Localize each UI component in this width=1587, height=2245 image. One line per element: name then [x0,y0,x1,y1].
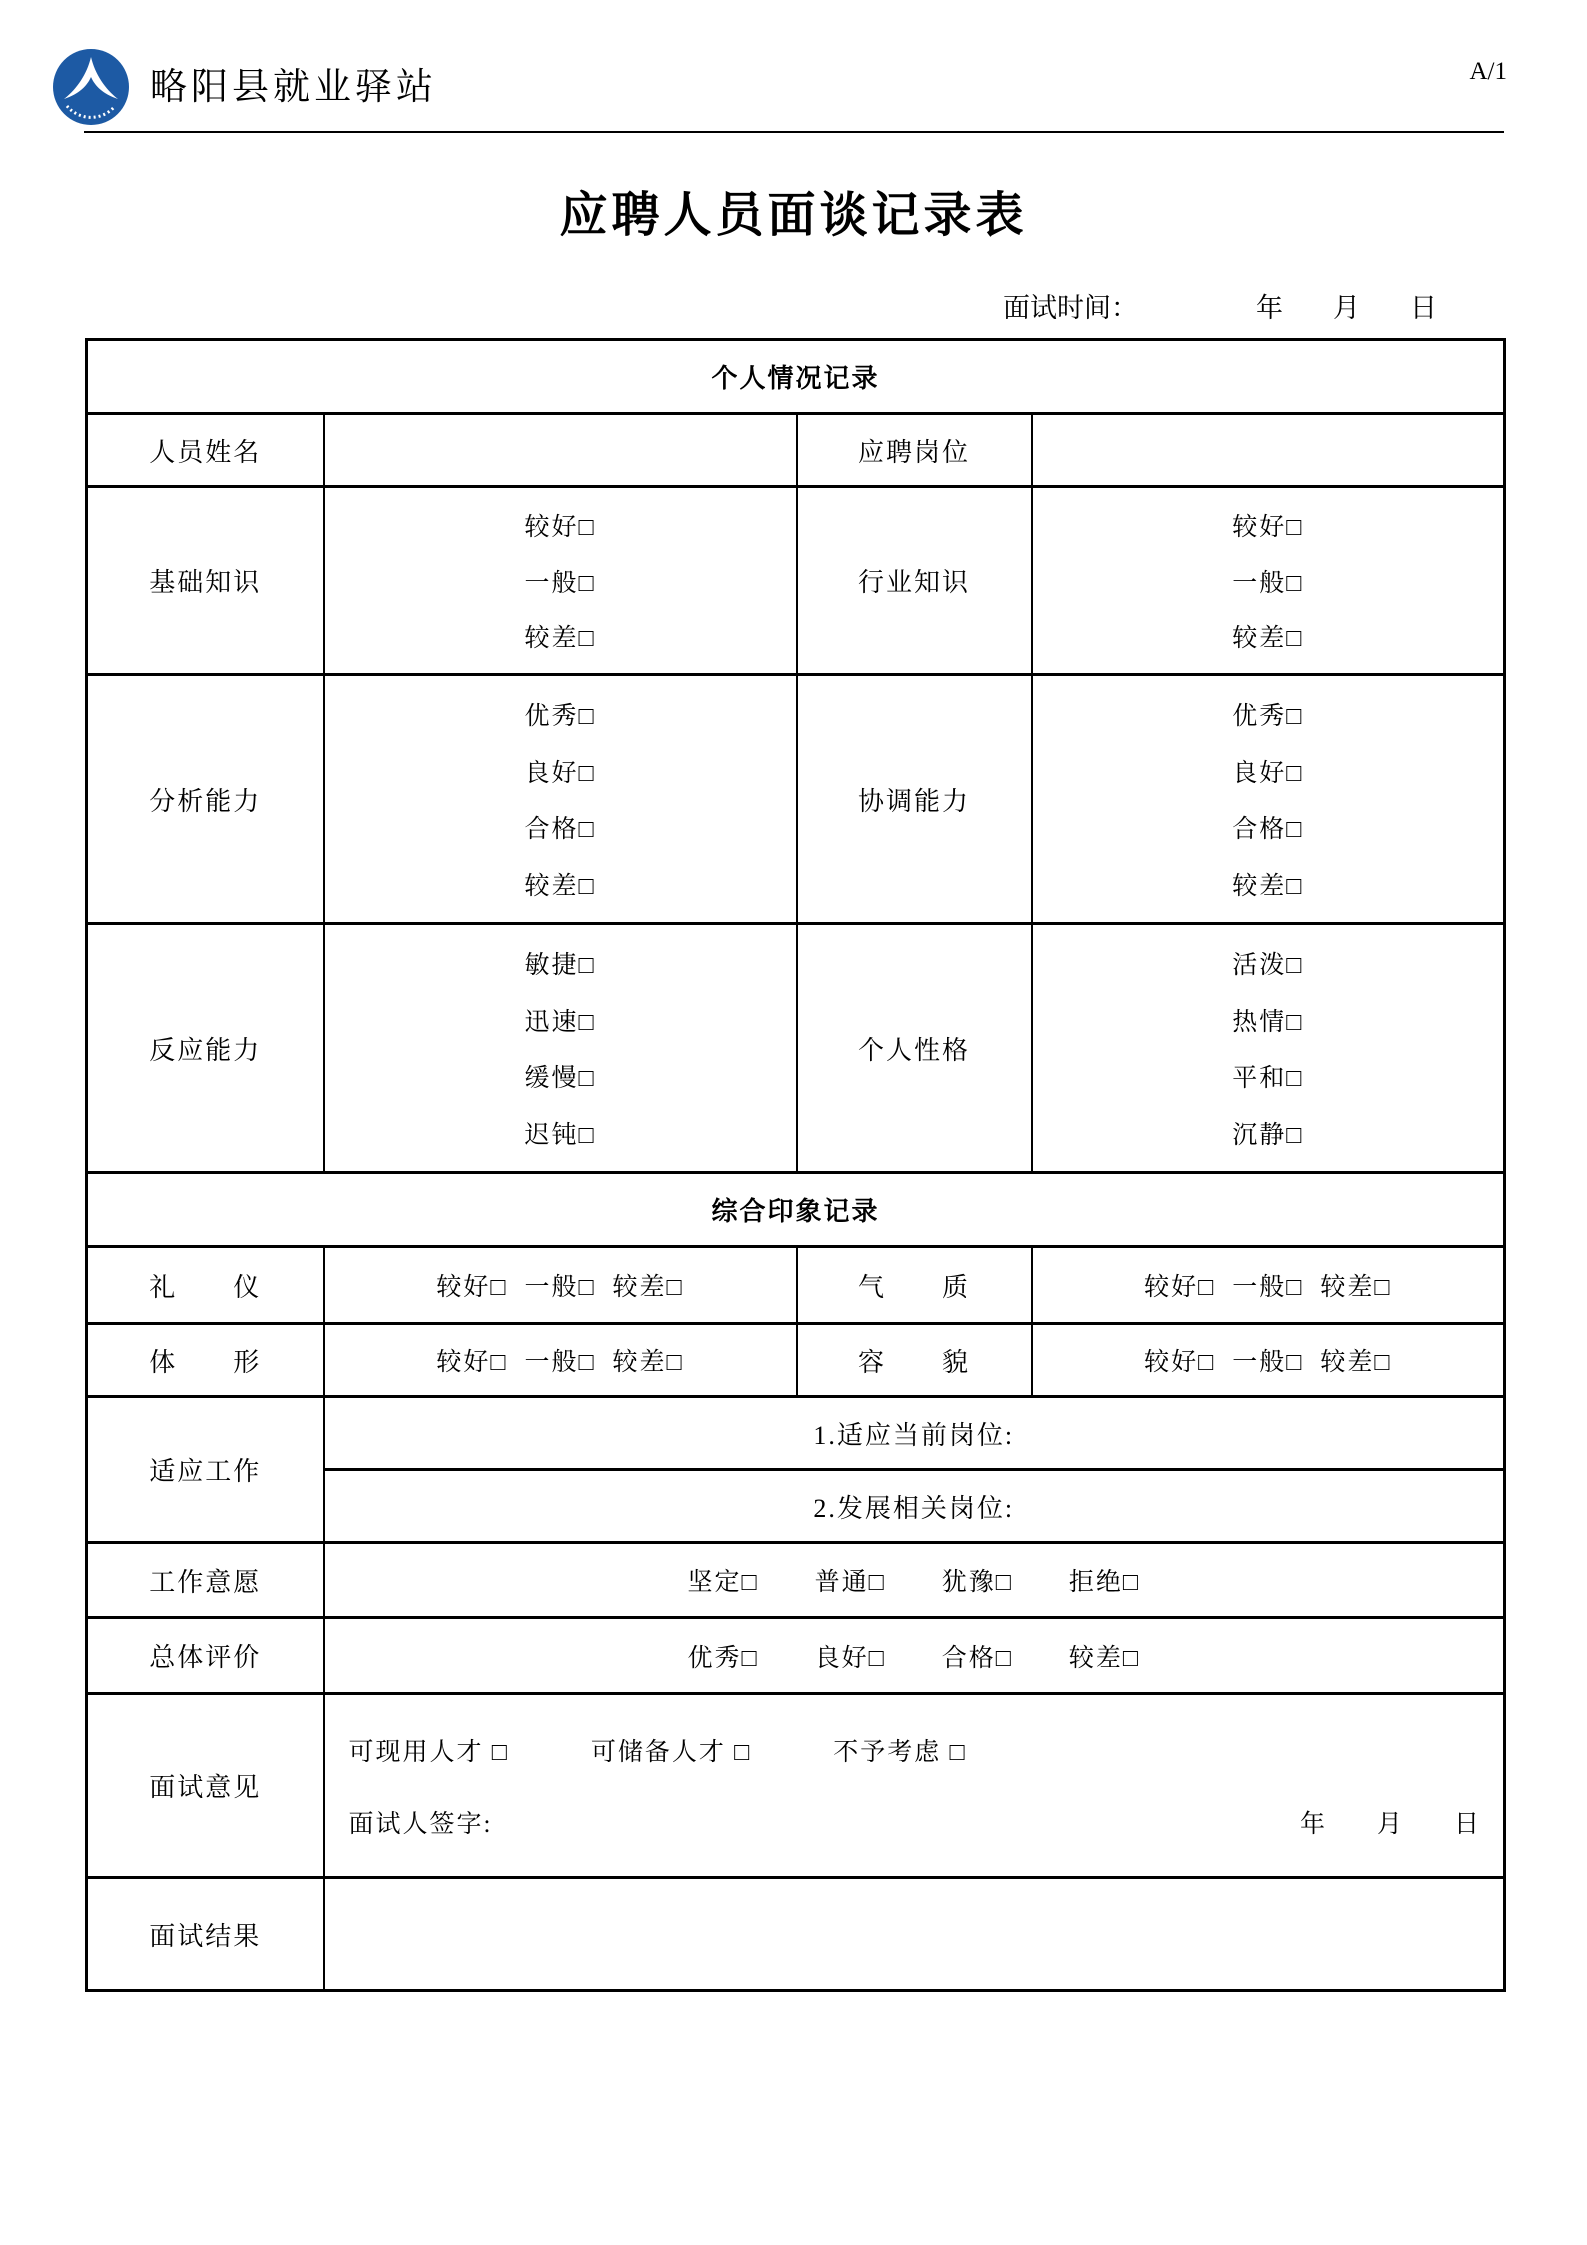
checkbox-option: 较差□ [1320,1274,1392,1301]
appearance-label: 容 貌 [797,1324,1032,1397]
section-header-impression: 综合印象记录 [87,1173,1505,1247]
basic-knowledge-options [324,487,797,675]
time-year-label: 年 [1256,293,1283,323]
checkbox-option: 合格□ [1232,816,1304,844]
checkbox-option: 较差□ [524,624,596,652]
checkbox-option: 活泼□ [1232,952,1304,980]
coordination-ability-options [1032,675,1505,924]
checkbox-option: 较差□ [1320,1349,1392,1376]
checkbox-option: 合格□ [524,816,596,844]
overall-evaluation-options [324,1618,1505,1694]
etiquette-options [324,1247,797,1324]
time-month-label: 月 [1333,293,1360,323]
reaction-ability-options [324,924,797,1173]
industry-knowledge-options [1032,487,1505,675]
signature-date [1300,1804,1481,1840]
industry-knowledge-label: 行业知识 [797,487,1032,675]
checkbox-option: 坚定□ [687,1569,759,1596]
interview-record-table [85,338,1506,1992]
checkbox-option: 缓慢□ [524,1065,596,1093]
willingness-label: 工作意愿 [87,1543,324,1618]
checkbox-option: 迅速□ [524,1008,596,1036]
checkbox-option: 较好□ [436,1274,508,1301]
basic-knowledge-label: 基础知识 [87,487,324,675]
checkbox-option: 沉静□ [1232,1121,1304,1149]
interview-opinion-cell [324,1694,1505,1878]
signature-label: 面试人签字: [348,1810,493,1838]
checkbox-option: 拒绝□ [1068,1569,1140,1596]
name-label: 人员姓名 [87,414,324,487]
checkbox-option: 普通□ [814,1569,886,1596]
checkbox-option: 一般□ [1232,1274,1304,1301]
body-shape-options [324,1324,797,1397]
name-value-cell [324,414,797,487]
checkbox-option: 一般□ [1232,1349,1304,1376]
checkbox-option: 优秀□ [687,1644,759,1672]
header-divider [84,131,1504,133]
date-day-label: 日 [1454,1810,1482,1838]
checkbox-option: 较差□ [1232,872,1304,900]
checkbox-option: 较好□ [1144,1274,1216,1301]
date-year-label: 年 [1299,1810,1327,1838]
adapt-current-position-line: 1.适应当前岗位: [324,1397,1505,1470]
checkbox-option: 较差□ [612,1274,684,1301]
checkbox-option: 较好□ [524,514,596,542]
temperament-label: 气 质 [797,1247,1032,1324]
section-header-personal: 个人情况记录 [87,340,1505,414]
interview-result-row [87,1878,1505,1991]
checkbox-option: 一般□ [524,1349,596,1376]
time-day-label: 日 [1410,293,1437,323]
interview-opinion-options [325,1732,1504,1768]
checkbox-option: 一般□ [524,1274,596,1301]
overall-evaluation-label: 总体评价 [87,1618,324,1694]
checkbox-option: 较差□ [1068,1644,1140,1672]
section-row-personal [87,340,1505,414]
etiquette-row [87,1247,1505,1324]
checkbox-option: 较好□ [436,1349,508,1376]
checkbox-option: 良好□ [524,759,596,787]
willingness-row [87,1543,1505,1618]
checkbox-option: 良好□ [814,1644,886,1672]
knowledge-row [87,487,1505,675]
checkbox-option: 不予考虑 □ [833,1738,967,1766]
checkbox-option: 可储备人才 □ [590,1738,752,1766]
checkbox-option: 较差□ [524,872,596,900]
checkbox-option: 良好□ [1232,759,1304,787]
body-shape-label: 体 形 [87,1324,324,1397]
overall-evaluation-row [87,1618,1505,1694]
people-trefoil-icon [52,48,130,126]
org-name: 略阳县就业驿站 [150,67,437,108]
checkbox-option: 合格□ [941,1644,1013,1672]
interview-result-cell [324,1878,1505,1991]
date-month-label: 月 [1376,1810,1404,1838]
reaction-personality-row [87,924,1505,1173]
body-appearance-row [87,1324,1505,1397]
checkbox-option: 迟钝□ [524,1121,596,1149]
interview-time-line [1003,286,1437,325]
adapt-work-label: 适应工作 [87,1397,324,1543]
adapt-related-position-line: 2.发展相关岗位: [324,1470,1505,1543]
analysis-ability-options [324,675,797,924]
temperament-options [1032,1247,1505,1324]
checkbox-option: 较好□ [1232,514,1304,542]
position-value-cell [1032,414,1505,487]
personality-options [1032,924,1505,1173]
ability-row [87,675,1505,924]
interview-time-label: 面试时间： [1003,293,1138,323]
org-logo [52,48,130,126]
checkbox-option: 平和□ [1232,1065,1304,1093]
checkbox-option: 一般□ [524,569,596,597]
name-position-row [87,414,1505,487]
checkbox-option: 热情□ [1232,1008,1304,1036]
checkbox-option: 犹豫□ [941,1569,1013,1596]
checkbox-option: 敏捷□ [524,952,596,980]
interviewer-signature-line [325,1804,1504,1840]
checkbox-option: 一般□ [1232,569,1304,597]
section-row-impression [87,1173,1505,1247]
interview-opinion-row [87,1694,1505,1878]
personality-label: 个人性格 [797,924,1032,1173]
checkbox-option: 优秀□ [1232,703,1304,731]
adapt-work-row-1 [87,1397,1505,1470]
interview-result-label: 面试结果 [87,1878,324,1991]
page-code: A/1 [1469,58,1507,85]
checkbox-option: 优秀□ [524,703,596,731]
checkbox-option: 较差□ [612,1349,684,1376]
checkbox-option: 可现用人才 □ [348,1738,509,1766]
checkbox-option: 较好□ [1144,1349,1216,1376]
appearance-options [1032,1324,1505,1397]
position-label: 应聘岗位 [797,414,1032,487]
reaction-ability-label: 反应能力 [87,924,324,1173]
checkbox-option: 较差□ [1232,624,1304,652]
willingness-options [324,1543,1505,1618]
etiquette-label: 礼 仪 [87,1247,324,1324]
coordination-ability-label: 协调能力 [797,675,1032,924]
form-title: 应聘人员面谈记录表 [559,189,1028,242]
interview-opinion-label: 面试意见 [87,1694,324,1878]
analysis-ability-label: 分析能力 [87,675,324,924]
